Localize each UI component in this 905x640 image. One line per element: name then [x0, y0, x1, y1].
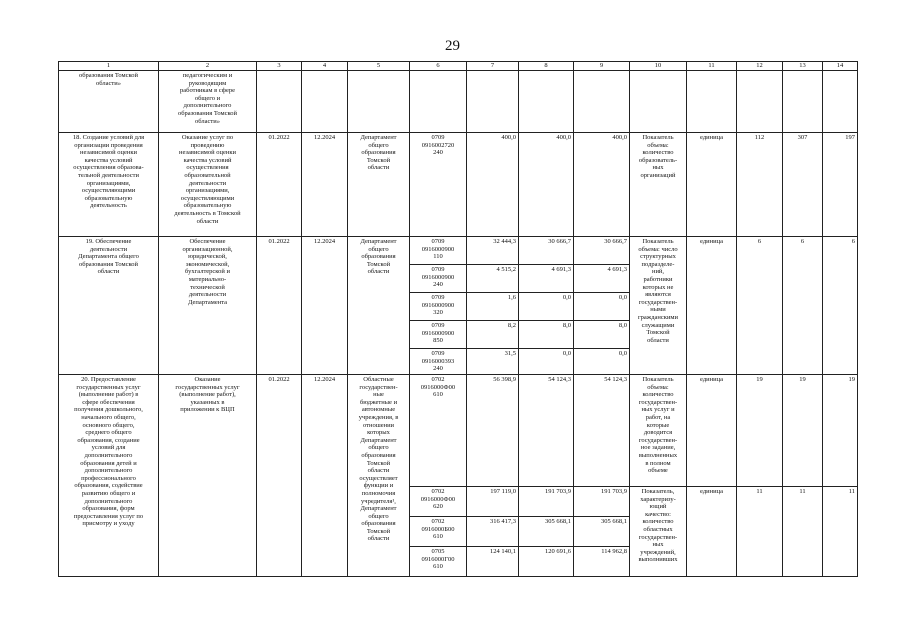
start-date: 01.2022	[257, 237, 302, 375]
start-date: 01.2022	[257, 375, 302, 577]
budget-code: 0709 0916000900 240	[410, 265, 467, 293]
amount-year1: 1,6	[467, 293, 519, 321]
indicator-year2: 11	[783, 487, 823, 577]
executor: Департамент общего образования Томской области	[348, 133, 410, 237]
column-number: 14	[823, 62, 858, 71]
budget-code: 0709 0916000900 110	[410, 237, 467, 265]
column-number: 9	[574, 62, 630, 71]
budget-code: 0709 0916000900 320	[410, 293, 467, 321]
indicator-year1: 19	[737, 375, 783, 487]
budget-code: 0702 0916000Ф00 610	[410, 375, 467, 487]
executor: Областные государствен- ные бюджетные и автономные учреждения, в отношении которых Департамент общего образования Томской области осуществляет функции и полномочия учредителя¹, Департамент общего образования Томской области	[348, 375, 410, 577]
amount-year3: 4 691,3	[574, 265, 630, 293]
table-row-20	[59, 375, 858, 487]
indicator-year2: 307	[783, 133, 823, 237]
column-number: 1	[59, 62, 159, 71]
indicator-year2: 19	[783, 375, 823, 487]
amount-year1: 32 444,3	[467, 237, 519, 265]
amount-year1: 56 398,9	[467, 375, 519, 487]
amount-year2: 4 691,3	[519, 265, 574, 293]
column-number: 7	[467, 62, 519, 71]
activity-content: педагогическим и руководящим работникам в сфере общего и дополнительного образования Томской области»	[159, 71, 257, 133]
amount-year3: 191 703,9	[574, 487, 630, 517]
amount-year2: 54 124,3	[519, 375, 574, 487]
indicator-year3: 6	[823, 237, 858, 375]
executor: Департамент общего образования Томской области	[348, 237, 410, 375]
unit: единица	[687, 375, 737, 487]
column-number: 2	[159, 62, 257, 71]
page-number: 29	[445, 38, 460, 54]
indicator: Показатель объема: количество государствен- ных услуг и работ, на которые доводится государствен- ное задание, выполненных в полном объеме	[630, 375, 687, 487]
unit: единица	[687, 133, 737, 237]
unit: единица	[687, 487, 737, 577]
end-date: 12.2024	[302, 237, 348, 375]
program-table	[58, 61, 858, 577]
column-number: 13	[783, 62, 823, 71]
indicator: Показатель, характеризу- ющий качество: количество областных государствен- ных учреждений, выполнивших	[630, 487, 687, 577]
amount-year2: 8,0	[519, 321, 574, 349]
indicator-year3: 197	[823, 133, 858, 237]
indicator-year3: 11	[823, 487, 858, 577]
column-number: 5	[348, 62, 410, 71]
indicator-year3: 19	[823, 375, 858, 487]
activity-content: Оказание государственных услуг (выполнение работ), указанных в приложении к ВЦП	[159, 375, 257, 577]
budget-code: 0702 0916000Ф00 620	[410, 487, 467, 517]
amount-year3: 0,0	[574, 349, 630, 375]
amount-year2: 191 703,9	[519, 487, 574, 517]
amount-year3: 305 668,1	[574, 517, 630, 547]
column-numbers-row	[59, 62, 858, 71]
column-number: 10	[630, 62, 687, 71]
column-number: 3	[257, 62, 302, 71]
activity-name: 18. Создание условий для организации проведения независимой оценки качества условий осуществления образова- тельной деятельности организациями, осуществляющими образовательную деятельность	[59, 133, 159, 237]
amount-year2: 305 668,1	[519, 517, 574, 547]
amount-year1: 31,5	[467, 349, 519, 375]
amount-year3: 54 124,3	[574, 375, 630, 487]
amount-year3: 8,0	[574, 321, 630, 349]
amount-year1: 124 140,1	[467, 547, 519, 577]
start-date: 01.2022	[257, 133, 302, 237]
amount-year1: 197 119,0	[467, 487, 519, 517]
budget-code: 0702 0916000Б00 610	[410, 517, 467, 547]
amount-year2: 0,0	[519, 349, 574, 375]
amount-year1: 400,0	[467, 133, 519, 237]
budget-code: 0705 0916000Г00 610	[410, 547, 467, 577]
indicator-year1: 6	[737, 237, 783, 375]
indicator: Показатель объема: число структурных подразделе- ний, работники которых не являются государствен- ными гражданскими служащими Томской области	[630, 237, 687, 375]
indicator-year1: 11	[737, 487, 783, 577]
table-row-19	[59, 237, 858, 265]
column-number: 6	[410, 62, 467, 71]
end-date: 12.2024	[302, 133, 348, 237]
activity-name: образования Томской области»	[59, 71, 159, 133]
amount-year1: 316 417,3	[467, 517, 519, 547]
table-row-continuation	[59, 71, 858, 133]
column-number: 12	[737, 62, 783, 71]
amount-year3: 400,0	[574, 133, 630, 237]
activity-name: 19. Обеспечение деятельности Департамента общего образования Томской области	[59, 237, 159, 375]
amount-year2: 0,0	[519, 293, 574, 321]
indicator-year1: 112	[737, 133, 783, 237]
indicator: Показатель объема: количество образователь- ных организаций	[630, 133, 687, 237]
end-date: 12.2024	[302, 375, 348, 577]
column-number: 11	[687, 62, 737, 71]
budget-code: 0709 0916000393 240	[410, 349, 467, 375]
budget-code: 0709 0916002720 240	[410, 133, 467, 237]
amount-year3: 0,0	[574, 293, 630, 321]
column-number: 8	[519, 62, 574, 71]
amount-year2: 120 691,6	[519, 547, 574, 577]
activity-content: Обеспечение организационной, юридической, экономической, бухгалтерской и материально- технической деятельности Департамента	[159, 237, 257, 375]
amount-year3: 114 962,8	[574, 547, 630, 577]
activity-name: 20. Предоставление государственных услуг (выполнение работ) в сфере обеспечения получения дошкольного, начального общего, основного общего, среднего общего образования, создание условий для дополнительного образования детей и дополнительного профессионального образования, содействие развитию общего и дополнительного образования, форм предоставления услуг по присмотру и уходу	[59, 375, 159, 577]
amount-year1: 4 515,2	[467, 265, 519, 293]
table-row-18	[59, 133, 858, 237]
activity-content: Оказание услуг по проведению независимой оценки качества условий осуществления образовательной деятельности организациями, осуществляющими образовательную деятельность в Томской области	[159, 133, 257, 237]
budget-code: 0709 0916000900 850	[410, 321, 467, 349]
amount-year2: 400,0	[519, 133, 574, 237]
unit: единица	[687, 237, 737, 375]
column-number: 4	[302, 62, 348, 71]
indicator-year2: 6	[783, 237, 823, 375]
amount-year3: 30 666,7	[574, 237, 630, 265]
amount-year2: 30 666,7	[519, 237, 574, 265]
amount-year1: 8,2	[467, 321, 519, 349]
